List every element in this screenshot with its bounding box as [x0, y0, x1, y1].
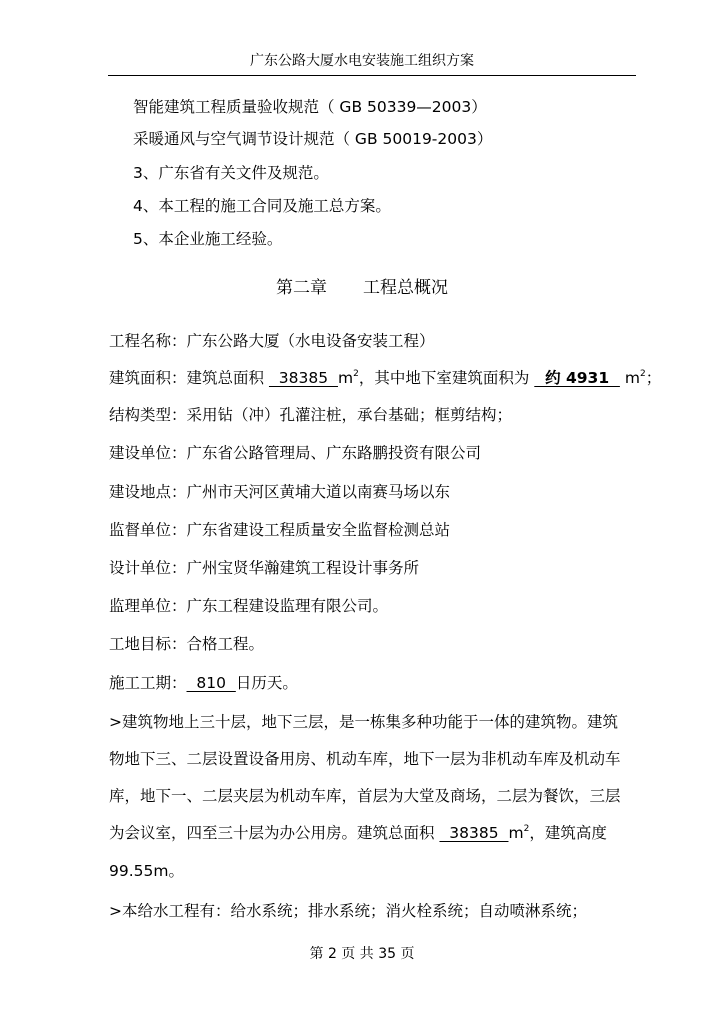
inspection-unit-line: 监理单位：广东工程建设监理有限公司。 — [109, 597, 389, 615]
construction-period-days: 810 — [186, 674, 236, 692]
description-line-4 — [109, 823, 607, 843]
header-divider — [108, 75, 636, 76]
chapter-title: 工程总概况 — [363, 278, 448, 298]
construction-period-line — [109, 673, 298, 693]
water-systems-line: >本给水工程有：给水系统；排水系统；消火栓系统；自动喷淋系统； — [109, 902, 587, 920]
area-unit: m — [337, 369, 354, 387]
construction-period-unit: 日历天。 — [235, 674, 298, 692]
construction-period-label: 施工工期： — [109, 674, 187, 692]
area-unit: m — [508, 824, 524, 842]
area-line-end: ； — [645, 369, 662, 387]
description-line-1: >建筑物地上三十层，地下三层，是一栋集多种功能于一体的建筑物。建筑 — [109, 713, 618, 731]
developer-line: 建设单位：广东省公路管理局、广东路鹏投资有限公司 — [109, 444, 482, 462]
reference-item-4: 4、本工程的施工合同及施工总方案。 — [133, 197, 391, 215]
chapter-heading — [0, 277, 724, 299]
site-goal-line: 工地目标：合格工程。 — [109, 635, 265, 653]
area-unit-superscript: 2 — [523, 824, 530, 834]
description-line-2: 物地下三、二层设置设备用房、机动车库，地下一层为非机动车库及机动车 — [109, 750, 621, 768]
building-area-label: 建筑面积：建筑总面积 — [109, 369, 265, 387]
basement-area-value: 约 4931 — [534, 369, 620, 387]
supervision-unit-line: 监督单位：广东省建设工程质量安全监督检测总站 — [109, 521, 451, 539]
reference-item-5: 5、本企业施工经验。 — [133, 230, 283, 248]
description-area-value: 38385 — [439, 824, 509, 842]
building-height-label: ，建筑高度 — [529, 824, 607, 842]
location-line: 建设地点：广州市天河区黄埔大道以南赛马场以东 — [109, 483, 451, 501]
description-line-3: 库，地下一、二层夹层为机动车库，首层为大堂及商场，二层为餐饮，三层 — [109, 787, 621, 805]
reference-item-gb50019: 采暖通风与空气调节设计规范（ GB 50019-2003） — [133, 130, 493, 148]
building-height-value: 99.55m。 — [109, 862, 184, 880]
basement-area-label: ，其中地下室建筑面积为 — [358, 369, 530, 387]
reference-item-3: 3、广东省有关文件及规范。 — [133, 164, 329, 182]
area-unit-superscript: 2 — [639, 369, 646, 379]
reference-item-gb50339: 智能建筑工程质量验收规范（ GB 50339—2003） — [133, 98, 487, 116]
page-number-footer: 第 2 页 共 35 页 — [309, 946, 415, 962]
area-unit: m — [624, 369, 640, 387]
total-area-value: 38385 — [268, 369, 338, 387]
structure-type-line: 结构类型：采用钻（冲）孔灌注桩，承台基础；框剪结构； — [109, 406, 513, 424]
project-name-line: 工程名称：广东公路大厦（水电设备安装工程） — [109, 332, 435, 350]
page-header-title: 广东公路大厦水电安装施工组织方案 — [250, 53, 474, 69]
area-unit-superscript: 2 — [353, 369, 359, 379]
building-area-line — [109, 368, 661, 388]
design-unit-line: 设计单位：广州宝贤华瀚建筑工程设计事务所 — [109, 559, 420, 577]
description-area-label: 为会议室，四至三十层为办公用房。建筑总面积 — [109, 824, 435, 842]
chapter-number: 第二章 — [276, 278, 327, 298]
